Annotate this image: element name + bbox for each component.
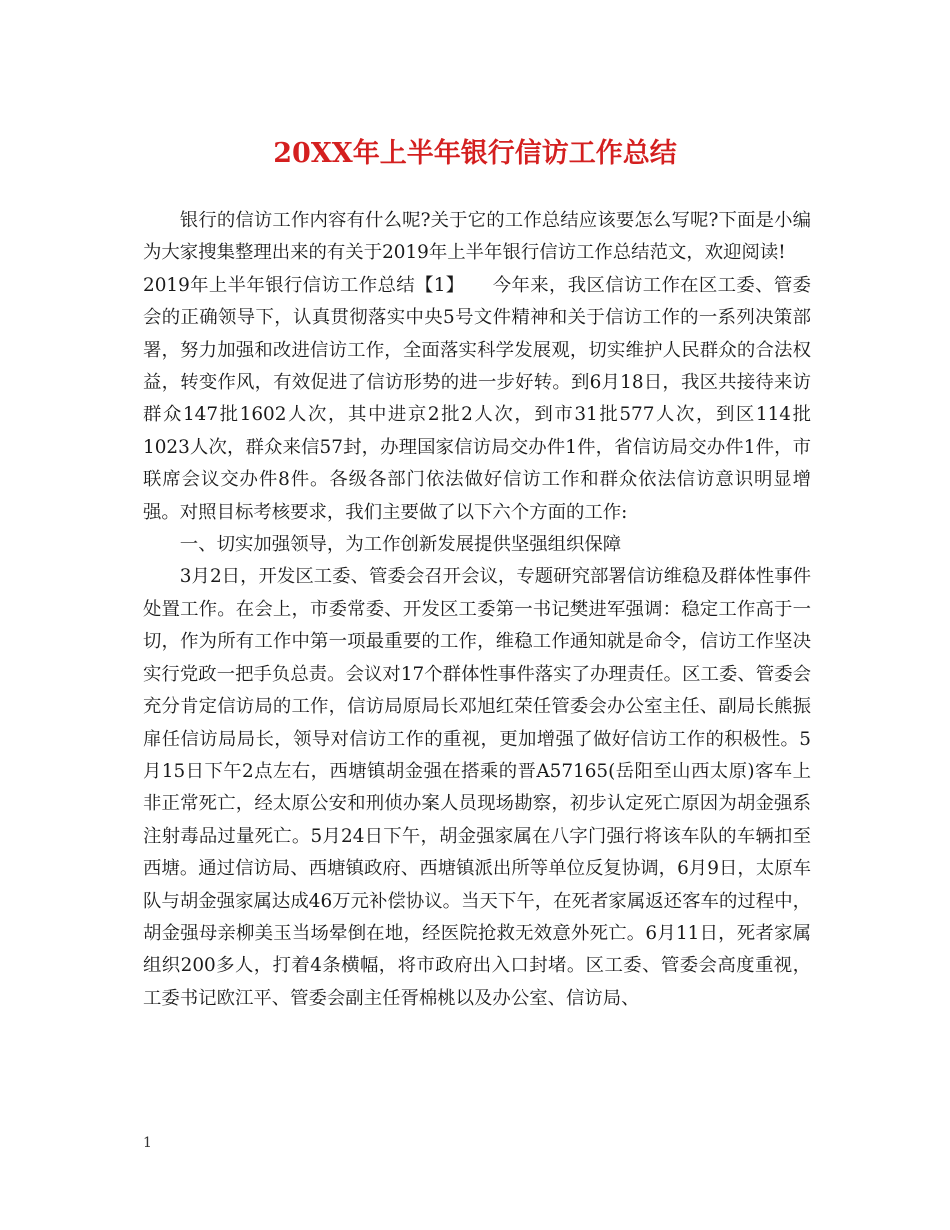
section-heading: 一、切实加强领导，为工作创新发展提供坚强组织保障 [179,534,622,556]
paragraph-section-body: 3月2日，开发区工委、管委会召开会议，专题研究部署信访维稳及群体性事件处置工作。在会上，市委常委、开发区工委第一书记樊进军强调：稳定工作高于一切，作为所有工作中第一项最重要的工作，维稳工作通知就是命令，信访工作坚决实行党政一把手负总责。会议对17个群体性事件落实了办理责任。区工委、管委会充分肯定信访局的工作，信访局原局长邓旭红荣任管委会办公室主任、副局长熊振扉任信访局局长，领导对信访工作的重视，更加增强了做好信访工作的积极性。5月15日下午2点左右，西塘镇胡金强在搭乘的晋A57165(岳阳至山西太原)客车上非正常死亡，经太原公安和刑侦办案人员现场勘察，初步认定死亡原因为胡金强系注射毒品过量死亡。5月24日下午，胡金强家属在八字门强行将该车队的车辆扣至西塘。通过信访局、西塘镇政府、西塘镇派出所等单位反复协调，6月9日，太原车队与胡金强家属达成46万元补偿协议。当天下午，在死者家属返还客车的过程中，胡金强母亲柳美玉当场晕倒在地，经医院抢救无效意外死亡。6月11日，死者家属组织200多人，打着4条横幅，将市政府出入口封堵。区工委、管委会高度重视，工委书记欧江平、管委会副主任胥棉桃以及办公室、信访局、 [143,566,811,1009]
document-title: 20XX年上半年银行信访工作总结 [273,138,677,169]
paragraph-intro: 银行的信访工作内容有什么呢?关于它的工作总结应该要怎么写呢?下面是小编为大家搜集整理出来的有关于2019年上半年银行信访工作总结范文，欢迎阅读! [143,210,811,264]
document-body [143,205,811,1015]
page-number: 1 [143,1135,152,1151]
paragraph-summary: 2019年上半年银行信访工作总结【1】 今年来，我区信访工作在区工委、管委会的正确领导下，认真贯彻落实中央5号文件精神和关于信访工作的一系列决策部署，努力加强和改进信访工作，全面落实科学发展观，切实维护人民群众的合法权益，转变作风，有效促进了信访形势的进一步好转。到6月18日，我区共接待来访群众147批1602人次，其中进京2批2人次，到市31批577人次，到区114批1023人次，群众来信57封，办理国家信访局交办件1件，省信访局交办件1件，市联席会议交办件8件。各级各部门依法做好信访工作和群众依法信访意识明显增强。对照目标考核要求，我们主要做了以下六个方面的工作: [143,274,811,523]
